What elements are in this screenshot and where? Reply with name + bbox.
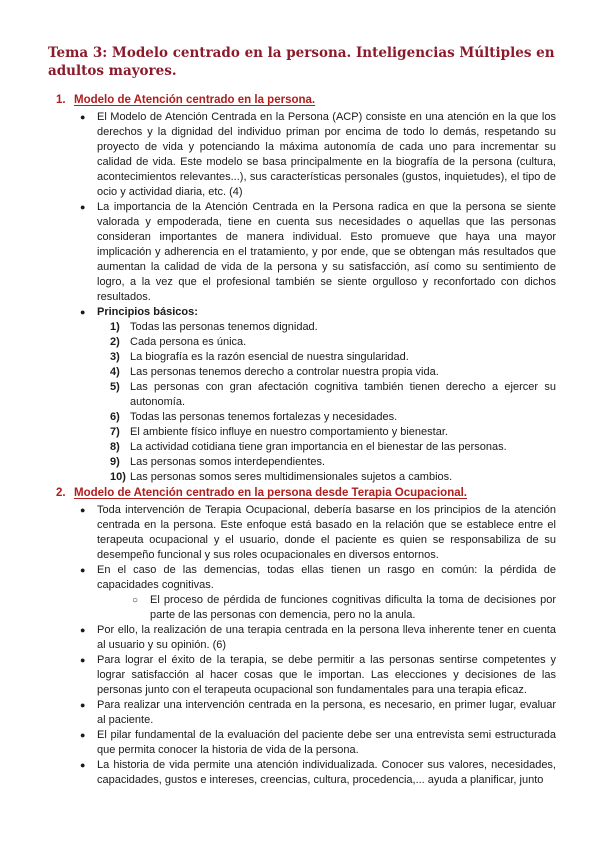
principle-text: Las personas tenemos derecho a controlar nuestra propia vida. [130, 366, 439, 378]
principles-list [0, 320, 600, 485]
section-2-title: Modelo de Atención centrado en la persona desde Terapia Ocupacional. [74, 487, 468, 499]
sub-list-item [0, 593, 600, 623]
hollow-bullet-icon: ○ [132, 595, 139, 606]
paragraph-text: La historia de vida permite una atención individualizada. Conocer sus valores, necesidades, capacidades, gustos e intereses, creencias, cultura, procedencia,... ayuda a planificar, junto [97, 759, 556, 786]
principle-text: Las personas con gran afectación cognitiva también tienen derecho a ejercer su autonomía. [130, 381, 556, 408]
bullet-icon: ● [80, 565, 86, 575]
principle-number: 8) [110, 441, 120, 453]
list-item [0, 653, 600, 698]
principle-number: 9) [110, 456, 120, 468]
section-1-title: Modelo de Atención centrado en la persona. [74, 94, 316, 106]
list-item [0, 698, 600, 728]
paragraph-text: El proceso de pérdida de funciones cognitivas dificulta la toma de decisiones por parte de las personas con demencia, pero no la anula. [150, 594, 556, 621]
list-item [0, 503, 600, 563]
principle-item [0, 380, 600, 410]
principle-item [0, 410, 600, 425]
principle-text: Todas las personas tenemos fortalezas y necesidades. [130, 411, 398, 423]
principle-item [0, 335, 600, 350]
bullet-icon: ● [80, 112, 86, 122]
principle-number: 6) [110, 411, 120, 423]
principle-number: 10) [110, 471, 126, 483]
list-item [0, 758, 600, 788]
paragraph-text: El Modelo de Atención Centrada en la Persona (ACP) consiste en una atención en la que los derechos y la dignidad del individuo priman por encima de todo lo demás, respetando su proyecto de vida y potenciando la máxima autonomía de cada uno para incrementar su calidad de vida. Este modelo se basa principalmente en la biografía de la persona (cultura, acontecimientos relevantes...), sus características personales (gustos, inquietudes), el tipo de ocio y actividad diaria, etc. (4) [97, 111, 556, 198]
paragraph-text: El pilar fundamental de la evaluación del paciente debe ser una entrevista semi estructurada que permita conocer la historia de vida de la persona. [97, 729, 556, 756]
principle-text: Todas las personas tenemos dignidad. [130, 321, 318, 333]
section-2-bullets [0, 503, 600, 593]
section-2-heading [0, 486, 600, 503]
paragraph-text: Para realizar una intervención centrada en la persona, es necesario, en primer lugar, evaluar al paciente. [97, 699, 556, 726]
section-1 [0, 93, 600, 485]
principle-number: 7) [110, 426, 120, 438]
principle-text: La actividad cotidiana tiene gran importancia en el bienestar de las personas. [130, 441, 507, 453]
section-2 [0, 486, 600, 788]
list-item [0, 623, 600, 653]
list-item [0, 563, 600, 593]
bullet-icon: ● [80, 655, 86, 665]
section-1-heading [0, 93, 600, 110]
principle-text: Las personas somos interdependientes. [130, 456, 326, 468]
paragraph-text: Toda intervención de Terapia Ocupacional, debería basarse en los principios de la atención centrada en la persona. Este enfoque está basado en la relación que se establece entre el terapeuta ocupacional y el usuario, donde el paciente es quien se responsabiliza de su desempeño funcional y sus roles ocupacionales en diversos entornos. [97, 504, 556, 561]
principles-label: Principios básicos: [97, 306, 198, 318]
bullet-icon: ● [80, 625, 86, 635]
principle-text: Las personas somos seres multidimensionales sujetos a cambios. [130, 471, 453, 483]
section-2-sub-bullets [0, 593, 600, 623]
section-2-number: 2. [56, 487, 66, 499]
section-2-bullets-continued [0, 623, 600, 788]
list-item [0, 200, 600, 305]
principle-item [0, 425, 600, 440]
principle-text: El ambiente físico influye en nuestro comportamiento y bienestar. [130, 426, 448, 438]
principle-number: 5) [110, 381, 120, 393]
paragraph-text: En el caso de las demencias, todas ellas tienen un rasgo en común: la pérdida de capacidades cognitivas. [97, 564, 556, 591]
principle-text: Cada persona es única. [130, 336, 247, 348]
bullet-icon: ● [80, 505, 86, 515]
principle-item [0, 455, 600, 470]
principle-text: La biografía es la razón esencial de nuestra singularidad. [130, 351, 409, 363]
principle-item [0, 320, 600, 335]
section-1-number: 1. [56, 94, 66, 106]
bullet-icon: ● [80, 730, 86, 740]
page-title: Tema 3: Modelo centrado en la persona. Inteligencias Múltiples en adultos mayores. [48, 45, 555, 79]
bullet-icon: ● [80, 202, 86, 212]
paragraph-text: La importancia de la Atención Centrada en la Persona radica en que la persona se siente valorada y empoderada, tiene en cuenta sus necesidades o aquellas que las personas consideran importantes de manera individual. Esto promueve que haya una mayor implicación y adherencia en el tratamiento, y por ende, que se obtengan más resultados que aumentan la calidad de vida de la persona y su satisfacción, así como su sentimiento de logro, a la vez que el profesional también se siente orgulloso y reconfortado con dichos resultados. [97, 201, 556, 303]
principle-number: 3) [110, 351, 120, 363]
principle-number: 1) [110, 321, 120, 333]
list-item [0, 305, 600, 320]
paragraph-text: Por ello, la realización de una terapia centrada en la persona lleva inherente tener en cuenta al usuario y su opinión. (6) [97, 624, 556, 651]
list-item [0, 728, 600, 758]
bullet-icon: ● [80, 307, 86, 317]
principle-number: 4) [110, 366, 120, 378]
paragraph-text: Para lograr el éxito de la terapia, se debe permitir a las personas sentirse competentes y lograr satisfacción al hacer cosas que le importan. Las elecciones y decisiones de las personas junto con el terapeuta ocupacional son fundamentales para una terapia eficaz. [97, 654, 556, 696]
principle-item [0, 440, 600, 455]
principle-number: 2) [110, 336, 120, 348]
principle-item [0, 470, 600, 485]
bullet-icon: ● [80, 700, 86, 710]
principle-item [0, 365, 600, 380]
list-item [0, 110, 600, 200]
bullet-icon: ● [80, 760, 86, 770]
principle-item [0, 350, 600, 365]
section-1-bullets [0, 110, 600, 320]
